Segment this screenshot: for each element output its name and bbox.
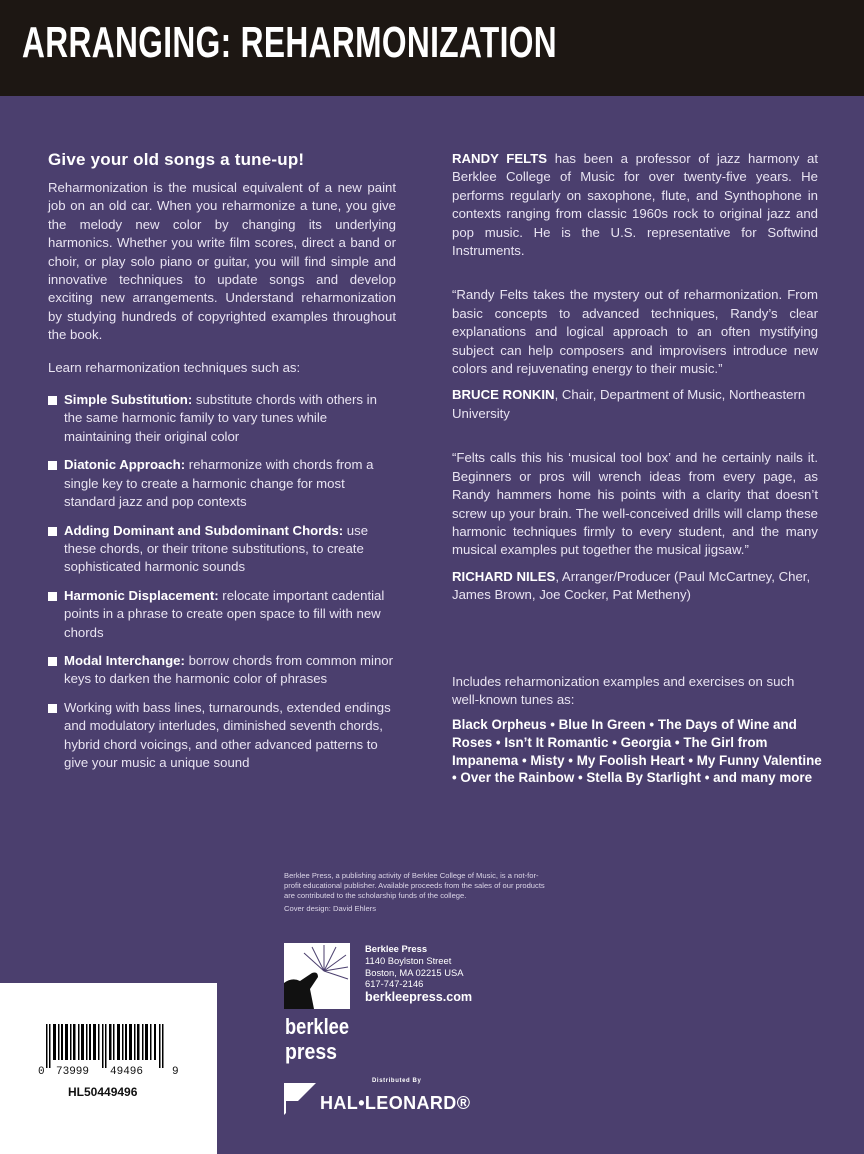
attribution-name: RICHARD NILES	[452, 568, 556, 584]
technique-text: use these chords, or their tritone substitutions, to create sophisticated harmonic sounds	[64, 522, 369, 575]
attribution-name: BRUCE RONKIN	[452, 387, 555, 403]
technique-item	[48, 587, 396, 642]
technique-text: Working with bass lines, turnarounds, extended endings and modulatory interludes, diminished seventh chords, hybrid chord voicings, and other advanced patterns to give your music a unique sound	[64, 699, 391, 770]
technique-text: substitute chords with others in the same harmonic family to vary tunes while maintaining their original color	[64, 392, 377, 444]
distributed-by-label: Distributed By	[372, 1078, 422, 1084]
technique-text: reharmonize with chords from a single key to create a harmonic change for most standard jazz and pop contexts	[64, 457, 374, 510]
attribution-role: , Arranger/Producer (Paul McCartney, Cher, James Brown, Joe Cocker, Pat Metheny)	[452, 568, 811, 603]
technique-item	[48, 522, 396, 577]
barcode-digits-group: 73999	[56, 1066, 90, 1078]
bullet-square-icon	[48, 527, 57, 536]
attribution-role: , Chair, Department of Music, Northeastern University	[452, 387, 806, 421]
author-name: RANDY FELTS	[452, 151, 548, 166]
phone-number: 617-747-2146	[365, 978, 424, 990]
left-column	[48, 150, 396, 782]
logo-wordmark-press: press	[285, 1039, 337, 1064]
intro-paragraph: Reharmonization is the musical equivalent of a new paint job on an old car. When you reharmonize a tune, you give the melody new color by changing its underlying harmonics. Whether you write film scores, direct a band or choir, or play solo piano or guitar, you will find simple and innovative techniques to update songs and develop exciting new arrangements. Understand reharmonization by studying hundreds of copyrighted examples throughout the book.	[48, 180, 396, 343]
technique-title: Diatonic Approach:	[64, 457, 186, 473]
cover-design-credit: Cover design: David Ehlers	[284, 904, 377, 913]
bullet-square-icon	[48, 461, 57, 470]
publisher-address	[365, 943, 472, 1004]
technique-item	[48, 652, 396, 689]
technique-item	[48, 391, 396, 446]
technique-item	[48, 699, 396, 773]
technique-text: borrow chords from common minor keys to darken the harmonic color of phrases	[64, 652, 394, 687]
barcode-digit-left: 0	[38, 1066, 45, 1078]
website-url: berkleepress.com	[365, 990, 473, 1005]
title-bar	[0, 0, 864, 96]
book-title: ARRANGING: REHARMONIZATION	[22, 18, 557, 67]
technique-item	[48, 456, 396, 511]
distributor-name: HAL•LEONARD®	[320, 1093, 471, 1113]
logo-wordmark-berklee: berklee	[285, 1014, 349, 1039]
barcode-digit-right: 9	[172, 1066, 179, 1078]
testimonial-attribution	[452, 568, 818, 605]
barcode-digits-group: 49496	[110, 1066, 144, 1078]
berklee-press-logo	[284, 943, 350, 1065]
bullet-square-icon	[48, 657, 57, 666]
publisher-credits	[284, 871, 546, 914]
press-name: Berklee Press	[365, 943, 428, 954]
headline: Give your old songs a tune-up!	[48, 150, 305, 169]
technique-title: Simple Substitution:	[64, 392, 193, 408]
bullet-square-icon	[48, 592, 57, 601]
learn-heading: Learn reharmonization techniques such as:	[48, 359, 301, 375]
author-bio-text: has been a professor of jazz harmony at Berklee College of Music for over twenty-five years. He performs regularly on saxophone, flute, and Synthophone in contexts ranging from classic 1960s rock to original jazz and pop music. He is the U.S. representative for Softwind Instruments.	[452, 151, 818, 259]
tunes-list: Black Orpheus • Blue In Green • The Days of Wine and Roses • Isn’t It Romantic • Georgia • The Girl from Impanema • Misty • My Foolish Heart • My Funny Valentine • Over the Rainbow • Stella By Starlight • and many more	[452, 717, 822, 786]
tunes-intro: Includes reharmonization examples and exercises on such well-known tunes as:	[452, 674, 795, 708]
technique-title: Harmonic Displacement:	[64, 587, 219, 603]
right-column	[452, 150, 818, 605]
address-line: Boston, MA 02215 USA	[365, 966, 464, 978]
technique-list	[48, 391, 396, 772]
testimonial-quote: “Felts calls this his ‘musical tool box’ and he certainly nails it. Beginners or pros will wrench ideas from every page, as Randy hammers home his points with a clarity that doesn’t screw up your brain. The well-conceived drills will clamp these harmonic techniques firmly to every student, and the many musical examples put together the musical jigsaw.”	[452, 450, 818, 558]
author-bio	[452, 150, 818, 260]
barcode-panel	[0, 983, 217, 1154]
barcode-icon	[46, 1024, 168, 1068]
technique-title: Modal Interchange:	[64, 652, 185, 668]
technique-title: Adding Dominant and Subdominant Chords:	[64, 522, 344, 538]
bullet-square-icon	[48, 704, 57, 713]
bullet-square-icon	[48, 396, 57, 405]
testimonial-quote: “Randy Felts takes the mystery out of reharmonization. From basic concepts to advanced techniques, Randy’s clear explanations and logical approach to an often mystifying subject can help composers and improvisers introduce new colors and rejuvenating energy to their music.”	[452, 287, 818, 377]
technique-text: relocate important cadential points in a phrase to create open space to fill with new chords	[64, 587, 385, 640]
hal-leonard-logo-icon	[284, 1083, 316, 1115]
testimonial-attribution	[452, 386, 818, 423]
product-sku: HL50449496	[68, 1085, 138, 1099]
credits-text: Berklee Press, a publishing activity of Berklee College of Music, is a not-for-profit educational publisher. Available proceeds from the sales of our products are contributed to the scholarship funds of the college.	[284, 871, 545, 900]
address-line: 1140 Boylston Street	[365, 954, 452, 966]
